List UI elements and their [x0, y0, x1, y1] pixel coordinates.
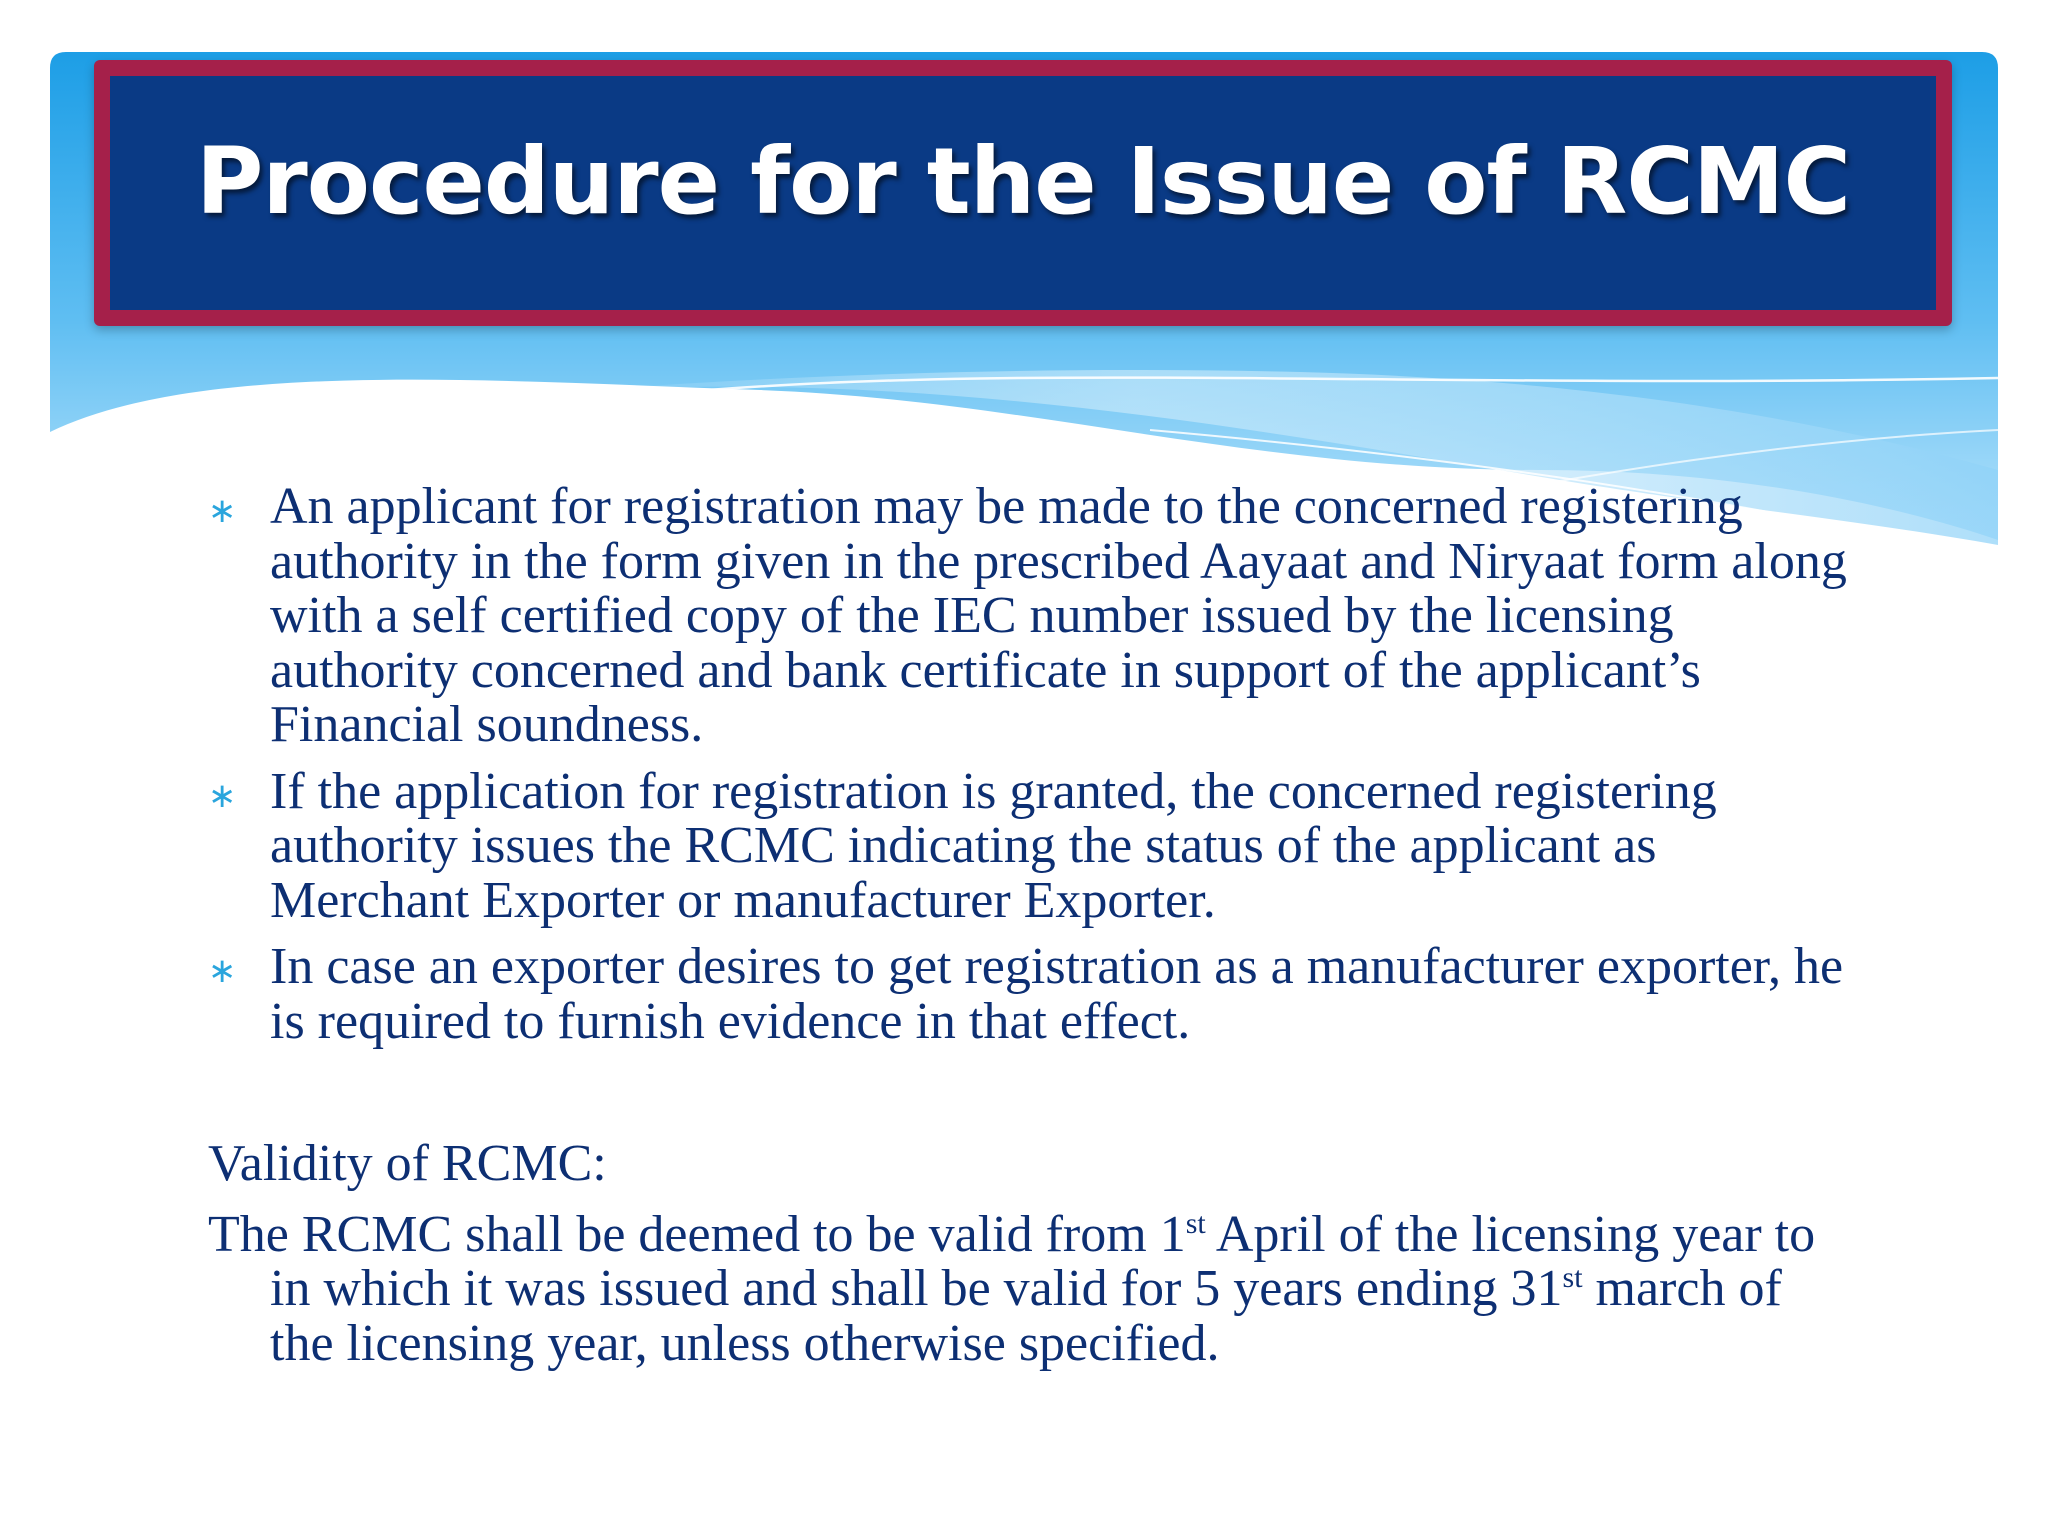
- asterisk-bullet-icon: ∗: [208, 775, 237, 816]
- asterisk-bullet-icon: ∗: [208, 491, 237, 531]
- validity-text-part3: march of the licensing year, unless otherwise specified.: [270, 1260, 1782, 1372]
- bullet-item: [208, 940, 1848, 1049]
- ordinal-suffix: st: [1185, 1206, 1206, 1240]
- slide-body: [208, 480, 1848, 1371]
- validity-heading: Validity of RCMC:: [208, 1135, 607, 1192]
- bullet-item: [208, 762, 1848, 929]
- validity-paragraph: [208, 1205, 1848, 1372]
- ordinal-suffix: st: [1562, 1261, 1583, 1294]
- bullet-text: In case an exporter desires to get registration as a manufacturer exporter, he is required to furnish evidence in that effect.: [270, 938, 1844, 1050]
- title-box: [110, 76, 1936, 310]
- bullet-text: If the application for registration is granted, the concerned registering authority issues the RCMC indicating the status of the applicant as Merchant Exporter or manufacturer Exporter.: [270, 762, 1717, 929]
- asterisk-bullet-icon: ∗: [208, 951, 237, 991]
- bullet-list: [208, 480, 1848, 1049]
- title-frame: [94, 60, 1952, 326]
- bullet-item: [208, 480, 1848, 753]
- bullet-text: An applicant for registration may be made to the concerned registering authority in the form given in the prescribed Aayaat and Niryaat form along with a self certified copy of the IEC number issued by the licensing authority concerned and bank certificate in support of the applicant’s Financial soundness.: [270, 478, 1847, 753]
- slide-title: Procedure for the Issue of RCMC: [196, 127, 1850, 235]
- validity-text-part2: April of the licensing year to in which it was issued and shall be valid for 5 years ending 31: [270, 1205, 1816, 1317]
- validity-text-part1: The RCMC shall be deemed to be valid from 1: [208, 1205, 1186, 1263]
